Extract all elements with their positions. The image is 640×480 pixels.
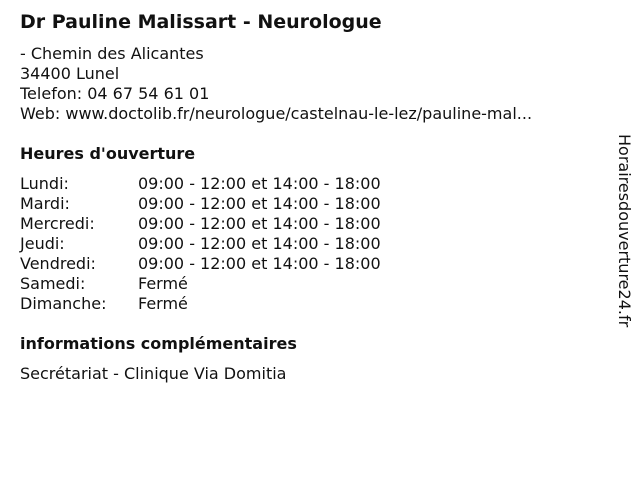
hours-value: 09:00 - 12:00 et 14:00 - 18:00 xyxy=(138,254,381,273)
hours-row-thursday xyxy=(20,234,600,254)
hours-value: Fermé xyxy=(138,294,188,313)
opening-hours-table xyxy=(20,174,600,314)
hours-row-saturday xyxy=(20,274,600,294)
day-label: Samedi: xyxy=(20,274,86,293)
day-label: Jeudi: xyxy=(20,234,65,253)
hours-row-wednesday xyxy=(20,214,600,234)
day-label: Lundi: xyxy=(20,174,69,193)
additional-info-heading: informations complémentaires xyxy=(20,334,297,353)
hours-row-tuesday xyxy=(20,194,600,214)
day-label: Mardi: xyxy=(20,194,70,213)
hours-value: Fermé xyxy=(138,274,188,293)
hours-value: 09:00 - 12:00 et 14:00 - 18:00 xyxy=(138,214,381,233)
listing-card xyxy=(20,10,600,384)
website-link[interactable]: Web: www.doctolib.fr/neurologue/castelnau-le-lez/pauline-mal... xyxy=(20,104,533,123)
opening-hours-heading: Heures d'ouverture xyxy=(20,144,196,163)
page-title: Dr Pauline Malissart - Neurologue xyxy=(20,11,382,33)
site-name: Horairesdouverture24.fr xyxy=(615,134,634,328)
phone-number: Telefon: 04 67 54 61 01 xyxy=(20,84,210,103)
day-label: Dimanche: xyxy=(20,294,107,313)
day-label: Vendredi: xyxy=(20,254,96,273)
day-label: Mercredi: xyxy=(20,214,95,233)
hours-row-monday xyxy=(20,174,600,194)
street-address: - Chemin des Alicantes xyxy=(20,44,204,63)
hours-row-sunday xyxy=(20,294,600,314)
site-watermark xyxy=(610,134,640,374)
hours-value: 09:00 - 12:00 et 14:00 - 18:00 xyxy=(138,234,381,253)
additional-info-text: Secrétariat - Clinique Via Domitia xyxy=(20,364,287,383)
address-block xyxy=(20,44,600,124)
hours-row-friday xyxy=(20,254,600,274)
hours-value: 09:00 - 12:00 et 14:00 - 18:00 xyxy=(138,174,381,193)
hours-value: 09:00 - 12:00 et 14:00 - 18:00 xyxy=(138,194,381,213)
city-postcode: 34400 Lunel xyxy=(20,64,120,83)
